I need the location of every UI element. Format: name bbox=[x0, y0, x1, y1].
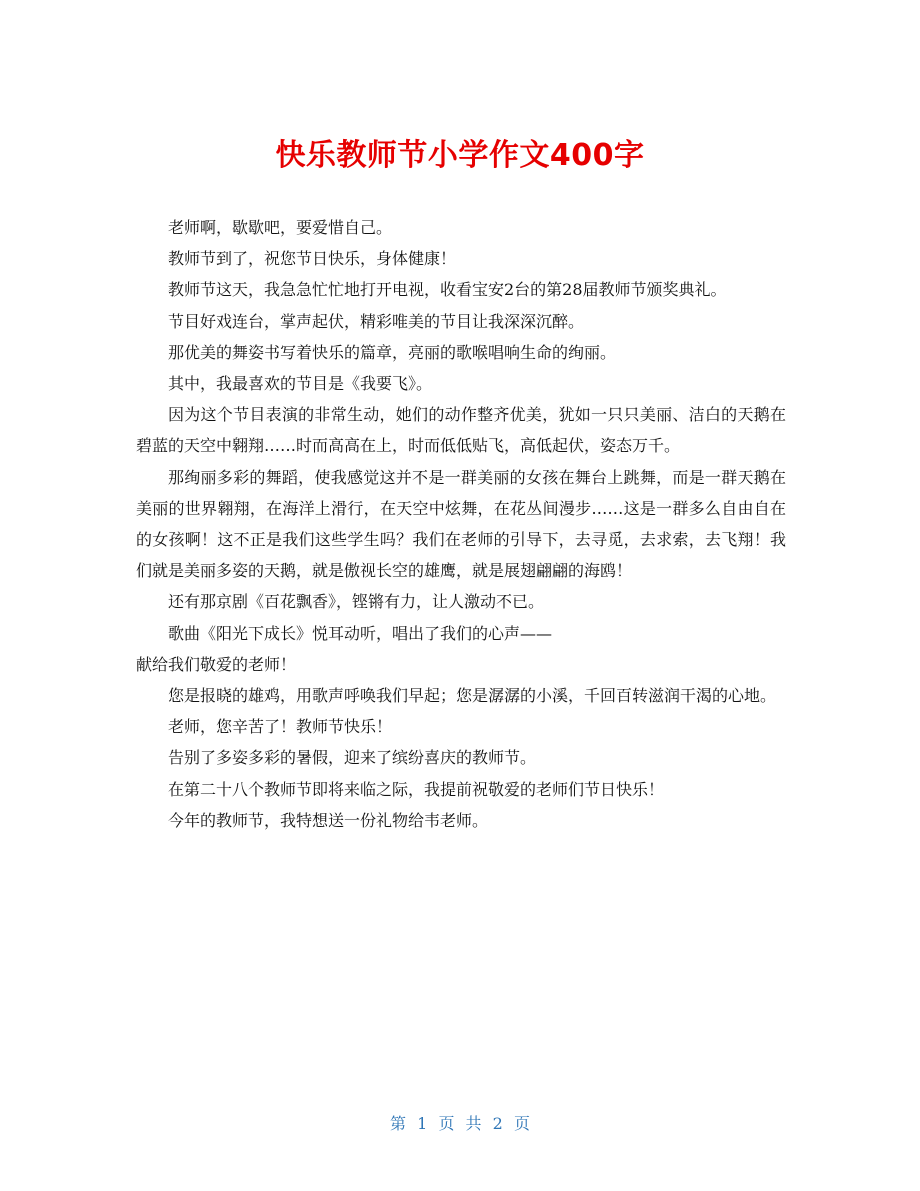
paragraph: 那优美的舞姿书写着快乐的篇章，亮丽的歌喉唱响生命的绚丽。 bbox=[168, 342, 617, 362]
footer-current-page: 1 bbox=[417, 1114, 428, 1133]
paragraph: 教师节这天，我急急忙忙地打开电视，收看宝安2台的第28届教师节颁奖典礼。 bbox=[168, 280, 727, 300]
footer-page-label: 第 bbox=[390, 1114, 407, 1133]
footer-total-pages: 2 bbox=[492, 1114, 503, 1133]
paragraph: 老师啊，歇歇吧，要爱惜自己。 bbox=[168, 218, 393, 237]
paragraph: 今年的教师节，我特想送一份礼物给韦老师。 bbox=[168, 810, 489, 830]
paragraph: 节目好戏连台，掌声起伏，精彩唯美的节目让我深深沉醉。 bbox=[168, 311, 585, 331]
footer-total-label: 共 bbox=[465, 1114, 482, 1133]
footer-total-unit: 页 bbox=[513, 1114, 530, 1133]
paragraph: 在第二十八个教师节即将来临之际，我提前祝敬爱的老师们节日快乐！ bbox=[168, 779, 665, 799]
paragraph: 教师节到了，祝您节日快乐，身体健康！ bbox=[168, 249, 457, 269]
paragraph: 其中，我最喜欢的节目是《我要飞》。 bbox=[168, 374, 433, 394]
paragraph: 歌曲《阳光下成长》悦耳动听，唱出了我们的心声—— bbox=[168, 623, 553, 643]
paragraph: 老师，您辛苦了！教师节快乐！ bbox=[168, 717, 393, 737]
page-footer bbox=[0, 1112, 920, 1136]
document-title: 快乐教师节小学作文400字 bbox=[275, 138, 645, 174]
paragraph: 告别了多姿多彩的暑假，迎来了缤纷喜庆的教师节。 bbox=[168, 748, 537, 768]
document-body bbox=[136, 212, 786, 836]
paragraph: 您是报晓的雄鸡，用歌声呼唤我们早起；您是潺潺的小溪，千回百转滋润干渴的心地。 bbox=[168, 686, 777, 706]
footer-page-unit: 页 bbox=[438, 1114, 455, 1133]
paragraph: 因为这个节目表演的非常生动，她们的动作整齐优美，犹如一只只美丽、洁白的天鹅在碧蓝的天空中翱翔……时而高高在上，时而低低贴飞，高低起伏，姿态万千。 bbox=[136, 405, 786, 456]
paragraph: 献给我们敬爱的老师！ bbox=[136, 654, 297, 674]
paragraph: 那绚丽多彩的舞蹈，使我感觉这并不是一群美丽的女孩在舞台上跳舞，而是一群天鹅在美丽的世界翱翔，在海洋上滑行，在天空中炫舞，在花丛间漫步……这是一群多么自由自在的女孩啊！这不正是我们这些学生吗？我们在老师的引导下，去寻觅，去求索，去飞翔！我们就是美丽多姿的天鹅，就是傲视长空的雄鹰，就是展翅翩翩的海鸥！ bbox=[136, 467, 786, 581]
paragraph: 还有那京剧《百花飘香》，铿锵有力，让人激动不已。 bbox=[168, 592, 545, 612]
